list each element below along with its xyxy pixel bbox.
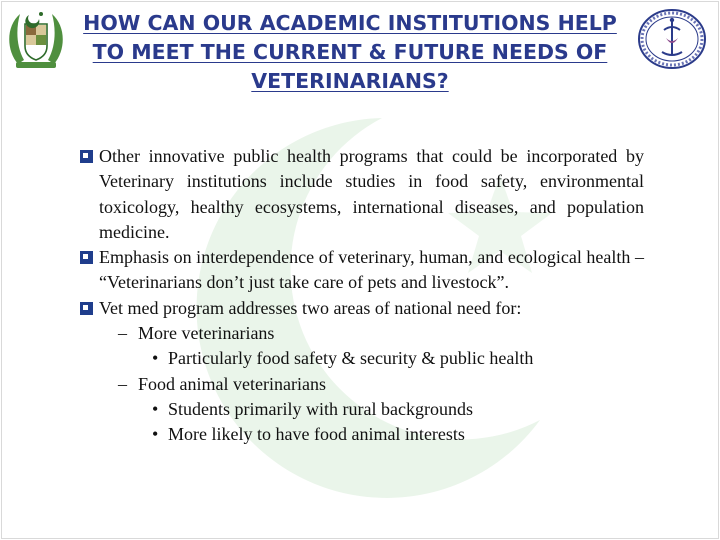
list-item-text: Emphasis on interdependence of veterinary, human, and ecological health – “Veterinarians don’t just take care of pets and livestock”. [99, 247, 644, 293]
page-title [70, 9, 630, 96]
dash-bullet-icon: – [118, 373, 127, 394]
sub-list-item [118, 321, 644, 346]
title-line-2: TO MEET THE CURRENT & FUTURE NEEDS OF [92, 40, 608, 64]
sub-sub-list-item [152, 397, 644, 422]
square-bullet-icon [80, 251, 93, 264]
list-item [80, 245, 644, 296]
pakistan-state-emblem-icon [8, 6, 64, 70]
list-item-text: Other innovative public health programs that could be incorporated by Veterinary institutions include studies in food safety, environmental toxicology, healthy ecosystems, international diseases, and population medicine. [99, 146, 644, 242]
bullet-list [80, 144, 644, 448]
sub-sub-list-item [152, 346, 644, 371]
dot-bullet-icon: • [152, 348, 159, 369]
dot-bullet-icon: • [152, 424, 159, 445]
square-bullet-icon [80, 150, 93, 163]
sub-sub-list-item [152, 422, 644, 447]
sub-list-item [118, 372, 644, 397]
list-item-text: Vet med program addresses two areas of national need for: [99, 297, 522, 318]
square-bullet-icon [80, 302, 93, 315]
sub-sub-list-item-text: Students primarily with rural backgrounds [168, 398, 473, 419]
list-item [80, 144, 644, 245]
university-crest-icon [636, 8, 708, 70]
dash-bullet-icon: – [118, 323, 127, 344]
title-line-3: VETERINARIANS? [251, 69, 449, 93]
title-line-1: HOW CAN OUR ACADEMIC INSTITUTIONS HELP [83, 11, 617, 35]
sub-sub-list-item-text: More likely to have food animal interests [168, 424, 465, 445]
sub-list-item-text: More veterinarians [138, 323, 275, 344]
dot-bullet-icon: • [152, 398, 159, 419]
sub-list-item-text: Food animal veterinarians [138, 373, 326, 394]
sub-sub-list-item-text: Particularly food safety & security & public health [168, 348, 534, 369]
list-item [80, 296, 644, 321]
